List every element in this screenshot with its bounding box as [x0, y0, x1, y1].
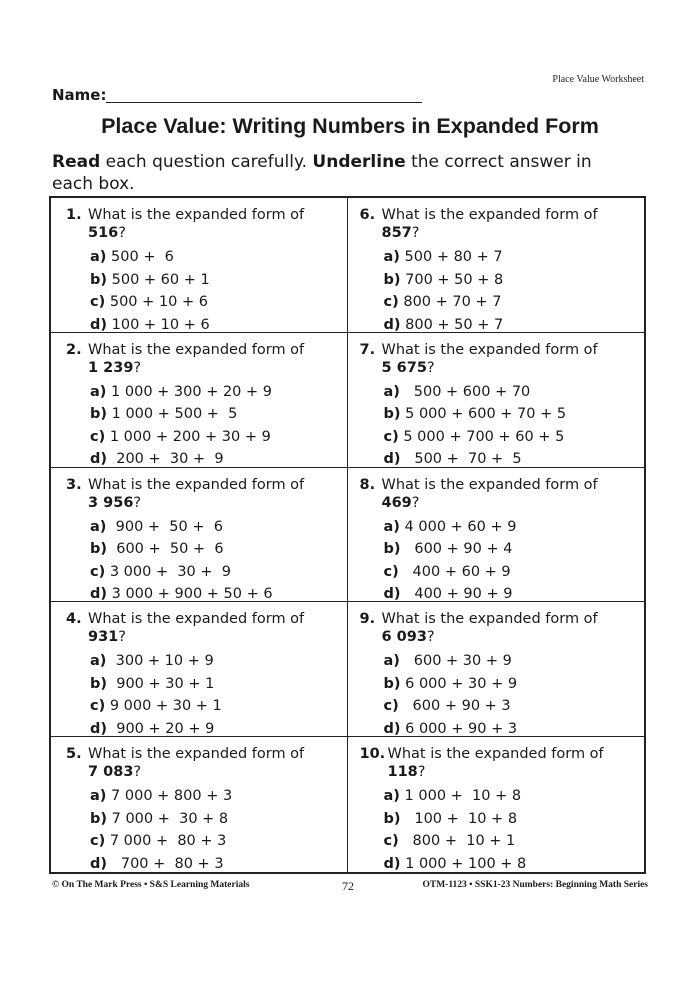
answer-options: [360, 516, 645, 603]
answer-option[interactable]: [90, 291, 347, 314]
option-letter: b): [383, 675, 401, 692]
option-expression: 700 + 50 + 8: [400, 271, 504, 288]
option-expression: 700 + 80 + 3: [107, 855, 224, 872]
question-target-line: [88, 494, 347, 512]
question-prompt: What is the expanded form of: [381, 207, 598, 223]
option-letter: c): [383, 833, 399, 850]
option-letter: d): [383, 855, 401, 872]
question-mark: ?: [411, 494, 420, 511]
instruction-read-word: Read: [52, 152, 101, 172]
option-expression: 600 + 30 + 9: [399, 653, 512, 670]
worksheet-label: Place Value Worksheet: [552, 74, 644, 85]
answer-option[interactable]: [90, 269, 347, 292]
answer-option[interactable]: [384, 314, 645, 333]
question-number: 1.: [66, 207, 82, 223]
option-letter: a): [90, 653, 107, 670]
instruction-read-text: each question carefully.: [100, 152, 313, 172]
question-mark: ?: [411, 225, 420, 241]
question-target-line: [88, 628, 347, 646]
question-target-number: 469: [381, 494, 412, 511]
option-letter: c): [90, 294, 106, 310]
option-letter: c): [90, 833, 106, 850]
option-letter: c): [90, 698, 106, 715]
answer-option[interactable]: [384, 538, 645, 561]
option-expression: 1 000 + 300 + 20 + 9: [106, 383, 272, 400]
question-prompt: What is the expanded form of: [88, 341, 305, 358]
question-prompt: What is the expanded form of: [88, 476, 305, 493]
question-box: [348, 602, 645, 737]
answer-option[interactable]: [384, 650, 645, 673]
answer-option[interactable]: [90, 830, 347, 853]
option-expression: 7 000 + 30 + 8: [107, 810, 229, 827]
question-prompt: What is the expanded form of: [387, 746, 604, 763]
answer-option[interactable]: [384, 448, 645, 467]
answer-option[interactable]: [90, 314, 347, 333]
question-body: [388, 745, 645, 781]
answer-option[interactable]: [384, 291, 645, 314]
option-letter: d): [383, 451, 401, 468]
option-expression: 1 000 + 100 + 8: [400, 855, 527, 872]
answer-option[interactable]: [384, 830, 645, 853]
option-letter: d): [90, 451, 108, 468]
question-mark: ?: [426, 359, 435, 376]
option-expression: 300 + 10 + 9: [106, 653, 214, 670]
question-prompt-line: [66, 341, 347, 377]
answer-options: [66, 381, 347, 468]
answer-option[interactable]: [384, 785, 645, 808]
option-expression: 7 000 + 80 + 3: [105, 833, 227, 850]
option-letter: d): [383, 586, 401, 603]
option-letter: d): [90, 586, 108, 603]
question-prompt-line: [360, 206, 645, 242]
question-target-line: [382, 359, 645, 377]
answer-option[interactable]: [384, 695, 645, 718]
question-box: [51, 602, 348, 737]
answer-option[interactable]: [90, 426, 347, 449]
question-mark: ?: [118, 225, 126, 241]
answer-option[interactable]: [90, 448, 347, 467]
instruction-underline-text: the correct answer in each box.: [52, 152, 592, 194]
question-body: [382, 341, 645, 377]
question-body: [382, 610, 645, 646]
question-mark: ?: [133, 359, 142, 376]
answer-option[interactable]: [90, 673, 347, 696]
option-letter: b): [90, 810, 108, 827]
option-expression: 9 000 + 30 + 1: [105, 698, 222, 715]
question-grid: [49, 196, 646, 874]
question-box: [51, 198, 348, 333]
option-expression: 4 000 + 60 + 9: [399, 518, 517, 535]
option-letter: b): [383, 406, 401, 423]
name-label: Name:: [52, 86, 107, 104]
question-prompt: What is the expanded form of: [381, 611, 598, 628]
question-mark: ?: [133, 494, 142, 511]
option-letter: d): [90, 855, 108, 872]
answer-option[interactable]: [384, 269, 645, 292]
option-letter: a): [90, 788, 107, 805]
question-prompt: What is the expanded form of: [88, 611, 305, 628]
option-letter: b): [383, 810, 401, 827]
option-letter: a): [383, 518, 400, 535]
question-box: [348, 198, 645, 333]
question-box: [348, 737, 645, 872]
question-prompt-line: [66, 610, 347, 646]
question-number: 5.: [66, 746, 82, 763]
answer-option[interactable]: [384, 426, 645, 449]
question-target-number: 5 675: [381, 359, 427, 376]
answer-option[interactable]: [90, 718, 347, 737]
option-expression: 3 000 + 900 + 50 + 6: [107, 586, 273, 603]
option-letter: b): [90, 271, 108, 288]
answer-option[interactable]: [90, 538, 347, 561]
answer-option[interactable]: [90, 785, 347, 808]
question-body: [382, 476, 645, 512]
page-number: 72: [342, 879, 354, 893]
option-expression: 900 + 20 + 9: [107, 720, 215, 737]
question-mark: ?: [426, 629, 435, 646]
option-expression: 5 000 + 600 + 70 + 5: [400, 406, 567, 423]
option-expression: 500 + 600 + 70: [399, 383, 531, 400]
option-expression: 900 + 30 + 1: [107, 675, 215, 692]
option-expression: 400 + 60 + 9: [398, 563, 511, 580]
option-letter: c): [383, 428, 399, 445]
answer-options: [66, 246, 347, 333]
question-prompt: What is the expanded form of: [88, 746, 305, 763]
option-expression: 7 000 + 800 + 3: [106, 788, 233, 805]
question-prompt-line: [360, 341, 645, 377]
option-expression: 1 000 + 10 + 8: [399, 788, 522, 805]
question-number: 10.: [359, 746, 386, 763]
option-expression: 500 + 6: [106, 249, 174, 265]
answer-option[interactable]: [90, 516, 347, 539]
option-letter: a): [383, 249, 400, 265]
question-body: [88, 745, 347, 781]
question-box: [51, 737, 348, 872]
option-letter: d): [90, 720, 108, 737]
answer-option[interactable]: [90, 246, 347, 269]
option-expression: 900 + 50 + 6: [106, 518, 223, 535]
question-prompt-line: [66, 206, 347, 242]
question-number: 9.: [359, 611, 376, 628]
option-letter: c): [383, 563, 399, 580]
option-expression: 1 000 + 200 + 30 + 9: [105, 428, 271, 445]
question-target-number: 7 083: [88, 764, 134, 781]
option-expression: 100 + 10 + 6: [107, 316, 210, 333]
footer-copyright: © On The Mark Press • S&S Learning Materials: [52, 880, 250, 890]
question-box: [51, 333, 348, 468]
question-target-line: [382, 224, 645, 242]
question-target-line: [88, 359, 347, 377]
question-prompt-line: [66, 745, 347, 781]
question-box: [51, 468, 348, 603]
question-number: 2.: [66, 341, 82, 358]
option-letter: d): [383, 720, 401, 737]
question-body: [88, 610, 347, 646]
answer-option[interactable]: [384, 853, 645, 872]
question-target-number: 3 956: [88, 494, 134, 511]
option-letter: a): [90, 249, 107, 265]
question-number: 4.: [66, 611, 82, 628]
answer-options: [66, 785, 347, 872]
option-letter: a): [383, 383, 400, 400]
option-expression: 500 + 10 + 6: [105, 294, 208, 310]
answer-options: [66, 650, 347, 737]
option-letter: d): [90, 316, 108, 333]
answer-option[interactable]: [90, 808, 347, 831]
option-letter: b): [90, 541, 108, 558]
option-letter: a): [90, 518, 107, 535]
question-number: 3.: [66, 476, 82, 493]
answer-option[interactable]: [384, 246, 645, 269]
question-target-line: [388, 763, 645, 781]
answer-option[interactable]: [384, 808, 645, 831]
option-letter: a): [383, 653, 400, 670]
answer-option[interactable]: [384, 381, 645, 404]
answer-option[interactable]: [384, 403, 645, 426]
question-number: 6.: [359, 207, 376, 223]
option-expression: 600 + 90 + 3: [398, 698, 511, 715]
option-expression: 500 + 70 + 5: [400, 451, 522, 468]
question-prompt-line: [360, 476, 645, 512]
question-body: [88, 206, 347, 242]
answer-options: [360, 650, 645, 737]
answer-option[interactable]: [384, 673, 645, 696]
option-expression: 800 + 50 + 7: [400, 316, 504, 333]
question-prompt: What is the expanded form of: [381, 341, 598, 358]
option-expression: 800 + 70 + 7: [398, 294, 502, 310]
option-expression: 600 + 50 + 6: [107, 541, 224, 558]
answer-option[interactable]: [90, 561, 347, 584]
question-mark: ?: [417, 764, 426, 781]
answer-option[interactable]: [90, 695, 347, 718]
option-expression: 6 000 + 30 + 9: [400, 675, 518, 692]
option-letter: c): [90, 563, 106, 580]
answer-option[interactable]: [384, 561, 645, 584]
question-target-line: [382, 494, 645, 512]
answer-option[interactable]: [384, 718, 645, 737]
answer-option[interactable]: [90, 853, 347, 872]
instruction-underline-word: Underline: [312, 152, 406, 172]
option-letter: d): [383, 316, 401, 333]
option-expression: 600 + 90 + 4: [400, 541, 513, 558]
answer-option[interactable]: [384, 583, 645, 602]
question-number: 8.: [359, 476, 376, 493]
question-mark: ?: [133, 764, 142, 781]
page-title: Place Value: Writing Numbers in Expanded Form: [101, 114, 599, 138]
option-expression: 500 + 80 + 7: [399, 249, 503, 265]
option-expression: 3 000 + 30 + 9: [105, 563, 231, 580]
option-letter: b): [383, 541, 401, 558]
question-target-number: 118: [387, 764, 418, 781]
answer-option[interactable]: [384, 516, 645, 539]
option-letter: b): [90, 406, 108, 423]
option-letter: c): [383, 294, 399, 310]
option-letter: a): [90, 383, 107, 400]
question-prompt: What is the expanded form of: [381, 476, 598, 493]
option-expression: 6 000 + 90 + 3: [400, 720, 518, 737]
option-expression: 200 + 30 + 9: [107, 451, 224, 468]
option-letter: c): [90, 428, 106, 445]
question-target-line: [88, 763, 347, 781]
question-body: [88, 341, 347, 377]
question-target-number: 931: [88, 629, 119, 646]
question-target-number: 1 239: [88, 359, 134, 376]
question-box: [348, 468, 645, 603]
option-letter: b): [90, 675, 108, 692]
footer-series: OTM-1123 • SSK1-23 Numbers: Beginning Math Series: [422, 880, 648, 890]
question-target-number: 6 093: [381, 629, 427, 646]
name-line: [106, 102, 422, 103]
question-prompt-line: [360, 610, 645, 646]
option-letter: b): [383, 271, 401, 288]
option-letter: c): [383, 698, 399, 715]
option-expression: 800 + 10 + 1: [398, 833, 516, 850]
question-target-number: 516: [88, 225, 119, 241]
answer-options: [360, 785, 645, 872]
option-expression: 400 + 90 + 9: [400, 586, 513, 603]
option-expression: 500 + 60 + 1: [107, 271, 210, 288]
question-number: 7.: [359, 341, 376, 358]
answer-option[interactable]: [90, 583, 347, 602]
answer-options: [360, 246, 645, 333]
question-prompt-line: [360, 745, 645, 781]
answer-option[interactable]: [90, 403, 347, 426]
answer-options: [360, 381, 645, 468]
option-expression: 1 000 + 500 + 5: [107, 406, 238, 423]
answer-option[interactable]: [90, 381, 347, 404]
answer-options: [66, 516, 347, 603]
instructions: [52, 151, 632, 195]
option-letter: a): [383, 788, 400, 805]
question-box: [348, 333, 645, 468]
question-prompt: What is the expanded form of: [88, 207, 305, 223]
question-target-number: 857: [381, 225, 412, 241]
answer-option[interactable]: [90, 650, 347, 673]
question-target-line: [88, 224, 347, 242]
question-target-line: [382, 628, 645, 646]
option-expression: 100 + 10 + 8: [400, 810, 518, 827]
question-mark: ?: [118, 629, 126, 646]
question-body: [382, 206, 645, 242]
option-expression: 5 000 + 700 + 60 + 5: [398, 428, 565, 445]
question-body: [88, 476, 347, 512]
question-prompt-line: [66, 476, 347, 512]
